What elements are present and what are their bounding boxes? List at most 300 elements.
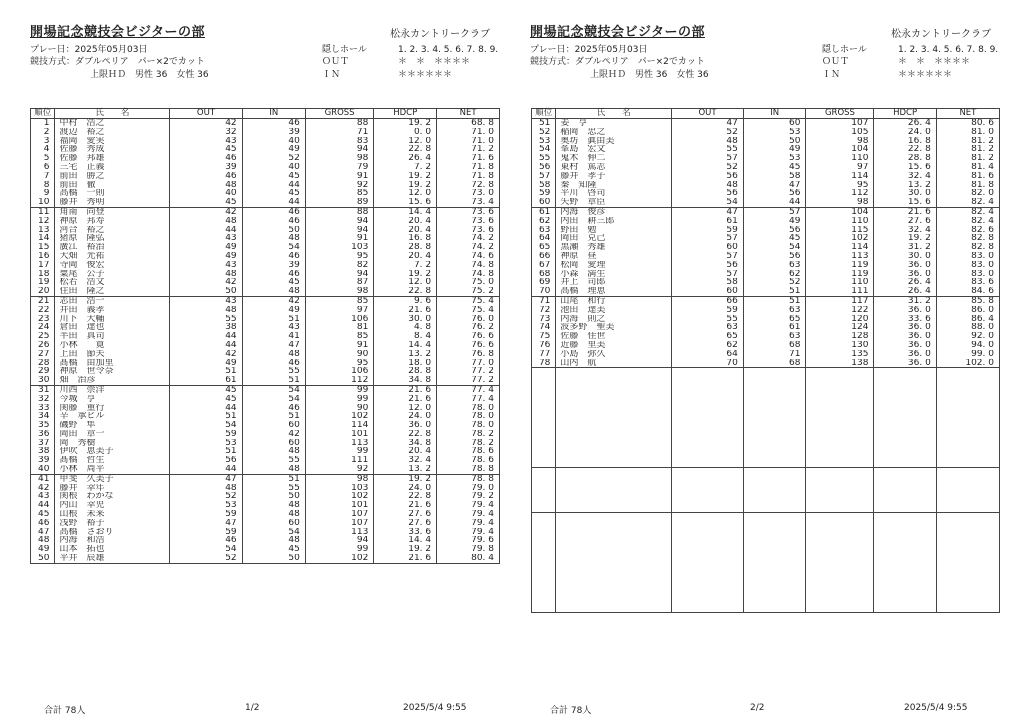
- hdcp: 15. 6: [874, 198, 936, 207]
- hdcp: 36. 0: [874, 332, 936, 341]
- play-date: プレー日：2025年05月03日: [30, 45, 148, 55]
- in-score: 60: [743, 119, 806, 128]
- net-score: 81. 0: [936, 128, 999, 137]
- rank: 66: [532, 252, 556, 261]
- player-name: 小林 周平: [55, 465, 170, 474]
- in-score: 55: [242, 484, 305, 493]
- in-score: 63: [743, 261, 806, 270]
- hdcp: 30. 0: [374, 315, 437, 324]
- gross-score: 110: [806, 154, 874, 163]
- hdcp: 21. 6: [374, 554, 437, 563]
- net-score: 82. 4: [936, 217, 999, 226]
- net-score: 75. 4: [437, 296, 500, 305]
- player-name: 神原 世令奈: [55, 367, 170, 376]
- hdcp: 14. 4: [374, 207, 437, 216]
- gross-score: 91: [305, 234, 373, 243]
- table-row: [532, 315, 1000, 324]
- gross-score: 91: [305, 172, 373, 181]
- table-row: [31, 447, 500, 456]
- hdcp: 20. 4: [374, 447, 437, 456]
- table-row: [31, 189, 500, 198]
- header-in: IN: [743, 109, 806, 119]
- net-score: 78. 8: [437, 474, 500, 483]
- table-row: [532, 252, 1000, 261]
- hdcp: 27. 6: [874, 217, 936, 226]
- player-name: 磯野 隼: [55, 421, 170, 430]
- out-score: 48: [170, 270, 242, 279]
- rank: 31: [31, 385, 55, 394]
- competition-format: 競技方式：ダブルペリア パー×2でカット: [530, 57, 705, 67]
- net-score: 73. 6: [437, 226, 500, 235]
- out-score: 43: [170, 296, 242, 305]
- rank: 12: [31, 217, 55, 226]
- in-score: 68: [743, 341, 806, 350]
- out-score: 52: [672, 128, 744, 137]
- player-name: 浅野 裕子: [55, 519, 170, 528]
- gross-score: 99: [305, 447, 373, 456]
- out-score: 50: [170, 287, 242, 296]
- hdcp: 27. 6: [374, 519, 437, 528]
- player-name: 高橋 理恵: [556, 287, 672, 296]
- in-score: 46: [242, 252, 305, 261]
- empty-cell: [874, 513, 936, 613]
- table-row: [31, 404, 500, 413]
- rank: 8: [31, 181, 55, 190]
- out-score: 44: [170, 404, 242, 413]
- rank: 33: [31, 404, 55, 413]
- hdcp: 30. 0: [874, 189, 936, 198]
- player-name: 山根 未来: [55, 510, 170, 519]
- gross-score: 97: [806, 163, 874, 172]
- gross-score: 98: [305, 154, 373, 163]
- net-score: 77. 4: [437, 385, 500, 394]
- table-row: [532, 145, 1000, 154]
- page-title: 開場記念競技会ビジターの部: [530, 25, 705, 40]
- out-score: 66: [672, 296, 744, 305]
- gross-score: 92: [305, 465, 373, 474]
- rank: 70: [532, 287, 556, 296]
- hdcp: 12. 0: [374, 189, 437, 198]
- in-score: 56: [743, 189, 806, 198]
- net-score: 73. 6: [437, 207, 500, 216]
- gross-score: 106: [305, 315, 373, 324]
- hdcp: 21. 6: [874, 207, 936, 216]
- out-score: 48: [170, 217, 242, 226]
- gross-score: 104: [806, 145, 874, 154]
- in-score: 48: [242, 287, 305, 296]
- gross-score: 71: [305, 128, 373, 137]
- empty-cell: [743, 368, 806, 468]
- out-score: 42: [170, 278, 242, 287]
- empty-cell: [556, 513, 672, 613]
- empty-cell: [556, 468, 672, 513]
- player-name: 井上 司郎: [556, 278, 672, 287]
- in-score: 39: [242, 128, 305, 137]
- in-score: 48: [242, 536, 305, 545]
- table-row: [31, 315, 500, 324]
- rank: 43: [31, 492, 55, 501]
- in-score: 48: [242, 501, 305, 510]
- hdcp: 15. 6: [874, 163, 936, 172]
- in-score: 58: [743, 172, 806, 181]
- out-score: 54: [672, 198, 744, 207]
- in-score: 60: [242, 439, 305, 448]
- player-name: 中村 浩之: [55, 119, 170, 128]
- rank: 7: [31, 172, 55, 181]
- rank: 73: [532, 315, 556, 324]
- rank: 53: [532, 137, 556, 146]
- rank: 42: [31, 484, 55, 493]
- in-score: 61: [743, 323, 806, 332]
- player-name: 池田 達美: [556, 306, 672, 315]
- hdcp: 22. 8: [374, 492, 437, 501]
- table-row: [31, 456, 500, 465]
- in-score: 49: [743, 217, 806, 226]
- gross-score: 89: [305, 198, 373, 207]
- rank: 1: [31, 119, 55, 128]
- in-score: 54: [242, 385, 305, 394]
- out-hidden-holes: ＊ ＊ ＊＊＊＊: [398, 57, 471, 67]
- in-score: 47: [242, 341, 305, 350]
- in-score: 47: [743, 181, 806, 190]
- in-score: 62: [743, 270, 806, 279]
- in-score: 48: [242, 465, 305, 474]
- hdcp: 26. 4: [874, 287, 936, 296]
- table-row: [532, 278, 1000, 287]
- empty-cell: [936, 513, 999, 613]
- in-score: 54: [743, 243, 806, 252]
- player-name: 河合 裕之: [55, 226, 170, 235]
- gross-score: 107: [305, 510, 373, 519]
- out-score: 51: [170, 367, 242, 376]
- in-score: 40: [242, 137, 305, 146]
- handicap-cap: 上限ＨＤ 男性 36 女性 36: [90, 70, 209, 80]
- out-score: 42: [170, 207, 242, 216]
- in-score: 46: [242, 217, 305, 226]
- table-row: [532, 261, 1000, 270]
- hdcp: 33. 6: [874, 315, 936, 324]
- rank: 17: [31, 261, 55, 270]
- out-score: 49: [170, 359, 242, 368]
- table-row: [532, 306, 1000, 315]
- out-score: 54: [170, 545, 242, 554]
- empty-cell: [743, 468, 806, 513]
- rank: 9: [31, 189, 55, 198]
- player-name: 佐藤 佳世: [556, 332, 672, 341]
- rank: 10: [31, 198, 55, 207]
- hidden-hole-label: 隠しホール: [322, 45, 367, 55]
- net-score: 77. 0: [437, 359, 500, 368]
- header-out: OUT: [170, 109, 242, 119]
- table-row: [532, 359, 1000, 368]
- player-name: 伊吹 恵美子: [55, 447, 170, 456]
- net-score: 84. 6: [936, 287, 999, 296]
- out-score: 38: [170, 323, 242, 332]
- gross-score: 113: [806, 252, 874, 261]
- player-name: 今城 亨: [55, 395, 170, 404]
- hdcp: 31. 2: [874, 243, 936, 252]
- rank: 48: [31, 536, 55, 545]
- out-score: 42: [170, 350, 242, 359]
- empty-cell: [806, 368, 874, 468]
- hdcp: 28. 8: [374, 367, 437, 376]
- rank: 44: [31, 501, 55, 510]
- rank: 69: [532, 278, 556, 287]
- net-score: 92. 0: [936, 332, 999, 341]
- in-score: 52: [743, 278, 806, 287]
- hdcp: 32. 4: [374, 456, 437, 465]
- hdcp: 33. 6: [374, 528, 437, 537]
- rank: 32: [31, 395, 55, 404]
- player-name: 高橋 さおり: [55, 528, 170, 537]
- table-row: [31, 439, 500, 448]
- net-score: 73. 4: [437, 198, 500, 207]
- gross-score: 128: [806, 332, 874, 341]
- club-name: 松永カントリークラブ: [390, 29, 490, 40]
- rank: 50: [31, 554, 55, 563]
- table-row: [532, 119, 1000, 128]
- hdcp: 16. 8: [874, 137, 936, 146]
- out-score: 44: [170, 465, 242, 474]
- hdcp: 15. 6: [374, 198, 437, 207]
- rank: 40: [31, 465, 55, 474]
- gross-score: 138: [806, 359, 874, 368]
- rank: 11: [31, 207, 55, 216]
- hdcp: 22. 8: [374, 430, 437, 439]
- gross-score: 98: [806, 137, 874, 146]
- rank: 59: [532, 189, 556, 198]
- table-row: [532, 154, 1000, 163]
- rank: 58: [532, 181, 556, 190]
- net-score: 94. 0: [936, 341, 999, 350]
- player-name: 奥坊 眞由美: [556, 137, 672, 146]
- out-score: 57: [672, 234, 744, 243]
- player-name: 高橋 一則: [55, 189, 170, 198]
- net-score: 85. 8: [936, 296, 999, 305]
- player-name: 藤井 秀明: [55, 198, 170, 207]
- hdcp: 19. 2: [374, 545, 437, 554]
- table-row: [532, 189, 1000, 198]
- table-row: [532, 128, 1000, 137]
- gross-score: 122: [806, 306, 874, 315]
- gross-score: 90: [305, 404, 373, 413]
- gross-score: 95: [305, 252, 373, 261]
- table-row: [31, 226, 500, 235]
- player-name: 岡田 克己: [556, 234, 672, 243]
- rank: 30: [31, 376, 55, 385]
- table-row: [31, 332, 500, 341]
- net-score: 71. 8: [437, 163, 500, 172]
- net-score: 78. 0: [437, 412, 500, 421]
- out-score: 47: [170, 519, 242, 528]
- net-score: 78. 8: [437, 465, 500, 474]
- player-name: 甲斐 久美子: [55, 474, 170, 483]
- player-name: 上田 節夫: [55, 350, 170, 359]
- player-name: 姜 亨: [556, 119, 672, 128]
- rank: 64: [532, 234, 556, 243]
- gross-score: 85: [305, 189, 373, 198]
- result-page-2: [500, 0, 1000, 724]
- total-count: 合計 78人: [550, 706, 592, 716]
- out-score: 60: [672, 243, 744, 252]
- table-row: [31, 287, 500, 296]
- gross-score: 119: [806, 261, 874, 270]
- rank: 61: [532, 207, 556, 216]
- out-score: 45: [170, 395, 242, 404]
- gross-score: 113: [305, 439, 373, 448]
- hdcp: 26. 4: [874, 119, 936, 128]
- player-name: 松岡 愛理: [556, 261, 672, 270]
- rank: 63: [532, 226, 556, 235]
- table-row: [31, 519, 500, 528]
- out-score: 44: [170, 341, 242, 350]
- net-score: 79. 4: [437, 501, 500, 510]
- rank: 60: [532, 198, 556, 207]
- net-score: 78. 2: [437, 439, 500, 448]
- net-score: 74. 2: [437, 234, 500, 243]
- in-score: 50: [242, 226, 305, 235]
- in-score: 56: [743, 252, 806, 261]
- club-name: 松永カントリークラブ: [891, 29, 991, 40]
- empty-cell: [672, 368, 744, 468]
- table-row: [532, 181, 1000, 190]
- gross-score: 92: [305, 181, 373, 190]
- gross-score: 111: [806, 287, 874, 296]
- gross-score: 99: [305, 385, 373, 394]
- gross-score: 103: [305, 484, 373, 493]
- out-score: 51: [170, 412, 242, 421]
- out-score: 48: [170, 484, 242, 493]
- table-row: [532, 341, 1000, 350]
- rank: 52: [532, 128, 556, 137]
- table-row: [31, 128, 500, 137]
- in-score: 46: [242, 404, 305, 413]
- out-score: 47: [672, 207, 744, 216]
- rank: 54: [532, 145, 556, 154]
- table-row: [31, 119, 500, 128]
- rank: 2: [31, 128, 55, 137]
- empty-cell: [672, 513, 744, 613]
- table-row: [31, 270, 500, 279]
- empty-cell: [806, 468, 874, 513]
- table-row: [31, 341, 500, 350]
- player-name: 角南 尚登: [55, 207, 170, 216]
- net-score: 80. 6: [936, 119, 999, 128]
- out-score: 52: [170, 492, 242, 501]
- rank: 20: [31, 287, 55, 296]
- player-name: 渡辺 裕之: [55, 128, 170, 137]
- hdcp: 16. 8: [374, 234, 437, 243]
- table-row: [31, 243, 500, 252]
- rank: 49: [31, 545, 55, 554]
- in-score: 45: [242, 189, 305, 198]
- gross-score: 106: [305, 367, 373, 376]
- player-name: 松若 浩文: [55, 278, 170, 287]
- in-score: 39: [242, 261, 305, 270]
- out-score: 52: [672, 163, 744, 172]
- net-score: 71. 6: [437, 154, 500, 163]
- table-row: [31, 367, 500, 376]
- gross-score: 112: [305, 376, 373, 385]
- in-score: 45: [242, 172, 305, 181]
- hdcp: 22. 8: [374, 145, 437, 154]
- player-name: 神原 邦寿: [55, 217, 170, 226]
- gross-score: 130: [806, 341, 874, 350]
- gross-score: 85: [305, 332, 373, 341]
- out-score: 56: [672, 261, 744, 270]
- gross-score: 94: [305, 536, 373, 545]
- rank: 18: [31, 270, 55, 279]
- rank: 56: [532, 163, 556, 172]
- out-score: 51: [170, 447, 242, 456]
- hdcp: 28. 8: [374, 243, 437, 252]
- rank: 74: [532, 323, 556, 332]
- out-score: 43: [170, 137, 242, 146]
- table-row: [31, 385, 500, 394]
- net-score: 77. 4: [437, 395, 500, 404]
- in-hidden-holes: ＊＊＊＊＊＊: [898, 70, 953, 80]
- net-score: 81. 8: [936, 181, 999, 190]
- table-row: [31, 492, 500, 501]
- in-score: 71: [743, 350, 806, 359]
- player-name: 辛 承ビル: [55, 412, 170, 421]
- table-row: [31, 376, 500, 385]
- header-rank: 順位: [532, 109, 556, 119]
- header-net: NET: [437, 109, 500, 119]
- in-score: 60: [242, 519, 305, 528]
- gross-score: 117: [806, 296, 874, 305]
- player-name: 野田 勉: [556, 226, 672, 235]
- player-name: 前田 勝之: [55, 172, 170, 181]
- table-row: [31, 306, 500, 315]
- gross-score: 83: [305, 137, 373, 146]
- hdcp: 22. 8: [374, 287, 437, 296]
- gross-score: 85: [305, 296, 373, 305]
- net-score: 82. 0: [936, 189, 999, 198]
- gross-score: 107: [806, 119, 874, 128]
- header-gross: GROSS: [305, 109, 373, 119]
- table-row: [31, 412, 500, 421]
- net-score: 79. 4: [437, 510, 500, 519]
- net-score: 82. 8: [936, 234, 999, 243]
- in-score: 54: [242, 528, 305, 537]
- out-score: 59: [672, 226, 744, 235]
- player-name: 廣江 裕治: [55, 243, 170, 252]
- gross-score: 97: [305, 306, 373, 315]
- in-score: 68: [743, 359, 806, 368]
- player-name: 内山 幸児: [55, 501, 170, 510]
- hdcp: 36. 0: [874, 323, 936, 332]
- gross-score: 94: [305, 270, 373, 279]
- out-score: 43: [170, 261, 242, 270]
- hdcp: 24. 0: [374, 412, 437, 421]
- table-row: [532, 296, 1000, 305]
- rank: 57: [532, 172, 556, 181]
- table-row: [31, 234, 500, 243]
- table-row: [532, 234, 1000, 243]
- player-name: 東村 篤志: [556, 163, 672, 172]
- gross-score: 112: [806, 189, 874, 198]
- hdcp: 19. 2: [374, 270, 437, 279]
- net-score: 78. 0: [437, 404, 500, 413]
- table-row: [31, 252, 500, 261]
- hdcp: 21. 6: [374, 385, 437, 394]
- page-number: 2/2: [750, 703, 765, 713]
- net-score: 81. 2: [936, 137, 999, 146]
- net-score: 74. 6: [437, 252, 500, 261]
- table-row: [532, 163, 1000, 172]
- player-name: 藤井 孝子: [556, 172, 672, 181]
